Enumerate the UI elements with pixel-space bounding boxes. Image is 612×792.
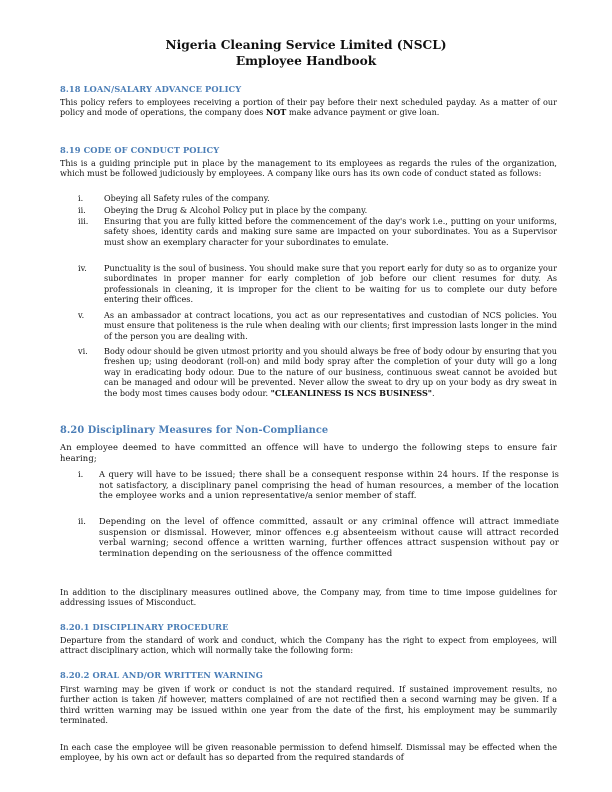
section-820-heading: 8.20 Disciplinary Measures for Non-Compliance (60, 425, 329, 436)
section-819-heading: 8.19 CODE OF CONDUCT POLICY (60, 145, 220, 155)
section-820-closing: In addition to the disciplinary measures outlined above, the Company may, from time to time impose guidelines for addressing issues of Misconduct. (60, 587, 557, 608)
section-8202-text2: In each case the employee will be given reasonable permission to defend himself. Dismissal may be effected when the employee, by his own act or default has so departed from the required standards of (60, 742, 557, 763)
section-819-intro: This is a guiding principle put in place by the management to its employees as regards the rules of the organization, which must be followed judiciously by employees. A company like ours has its own code of conduct stated as follows: (60, 158, 557, 179)
section-8202-text: First warning may be given if work or conduct is not the standard required. If sustained improvement results, no further action is taken /if however, matters complained of are not rectified then a second warning may be given. If a third written warning may be issued within one year from the date of the first, his employment may be summarily terminated. (60, 684, 557, 726)
section-820-intro: An employee deemed to have committed an offence will have to undergo the following steps to ensure fair hearing; (60, 442, 557, 463)
section-8201-text: Departure from the standard of work and conduct, which the Company has the right to expect from employees, will attract disciplinary action, which will normally take the following form: (60, 635, 557, 656)
company-title: Nigeria Cleaning Service Limited (NSCL) (165, 38, 447, 52)
handbook-title: Employee Handbook (235, 54, 377, 68)
section-818-heading: 8.18 LOAN/SALARY ADVANCE POLICY (60, 84, 242, 94)
not-emphasis: NOT (265, 107, 287, 118)
handbook-page: Nigeria Cleaning Service Limited (NSCL) Employee Handbook 8.18 LOAN/SALARY ADVANCE POLICY This policy refers to employees receiving a portion of their pay before their next scheduled payday. As a matter of our policy and mode of operations, the company does NOT make advance payment or give loan. 8.19 CODE OF CONDUCT POLICY This is a guiding principle put in place by the management to its employees as regards the rules of the organization, which must be followed judiciously by employees. A company like ours has its own code of conduct stated as follows: i. Obeying all Safety rules of the company. ii. Obeying the Drug & Alcohol Policy put in place by the company. iii. Ensuring that you are fully kitted before the commencement of the day's work i.e., putting on your uniforms, safety shoes, identity cards and making sure same are impacted on your subordinates. You as a Supervisor must show an exemplary character for your subordinates to emulate. iv. Punctuality is the soul of business. You should make sure that you report early for duty so as to organize your subordinates in proper manner for early completion of job before our client resumes for duty. As professionals in cleaning, it is improper for the client to be waiting for us to complete our duty before entering their offices. v. As an ambassador at contract locations, you act as our representatives and custodian of NCS policies. You must ensure that politeness is the rule when dealing with our clients; first impression lasts longer in the mind of the person you are dealing with. vi. Body odour should be given utmost priority and you should always be free of body odour by ensuring that you freshen up; using deodorant (roll-on) and mild body spray after the completion of your duty will go a long way in eradicating body odour. Due to the nature of our business, continuous sweat cannot be avoided but can be managed and odour will be prevented. Never allow the sweat to dry up on your body as dry sweat in the body most times causes body odour. "CLEANLINESS IS NCS BUSINESS". 8.20 Disciplinary Measures for Non-Compliance An employee deemed to have committed an offence will have to undergo the following steps to ensure fair hearing; i. A query will have to be issued; there shall be a consequent response within 24 hours. If the response is not satisfactory, a disciplinary panel comprising the head of human resources, a member of the location the employee works and a union representative/a senior member of staff. ii. Depending on the level of offence committed, assault or any criminal offence will attract immediate suspension or dismissal. However, minor offences e.g absenteeism without cause will attract recorded verbal warning; second offence a written warning, further offences attract suspension without pay or termination depending on the seriousness of the offence committed In addition to the disciplinary measures outlined above, the Company may, from time to time impose guidelines for addressing issues of Misconduct. 8.20.1 DISCIPLINARY PROCEDURE Departure from the standard of work and conduct, which the Company has the right to expect from employees, will attract disciplinary action, which will normally take the following form: 8.20.2 ORAL AND/OR WRITTEN WARNING First warning may be given if work or conduct is not the standard required. If sustained improvement results, no further action is taken /if however, matters complained of are not rectified then a second warning may be given. If a third written warning may be issued within one year from the date of the first, his employment may be summarily terminated. In each case the employee will be given reasonable permission to defend himself. Dismissal may be effected when the employee, by his own act or default has so departed from the required standards of (0, 0, 612, 792)
section-818-text: This policy refers to employees receiving a portion of their pay before their next scheduled payday. As a matter of our policy and mode of operations, the company does NOT make advance payment or give loan. (60, 97, 557, 118)
cleanliness-slogan: "CLEANLINESS IS NCS BUSINESS" (270, 387, 433, 398)
section-8201-heading: 8.20.1 DISCIPLINARY PROCEDURE (60, 622, 229, 632)
section-8202-heading: 8.20.2 ORAL AND/OR WRITTEN WARNING (60, 670, 263, 680)
